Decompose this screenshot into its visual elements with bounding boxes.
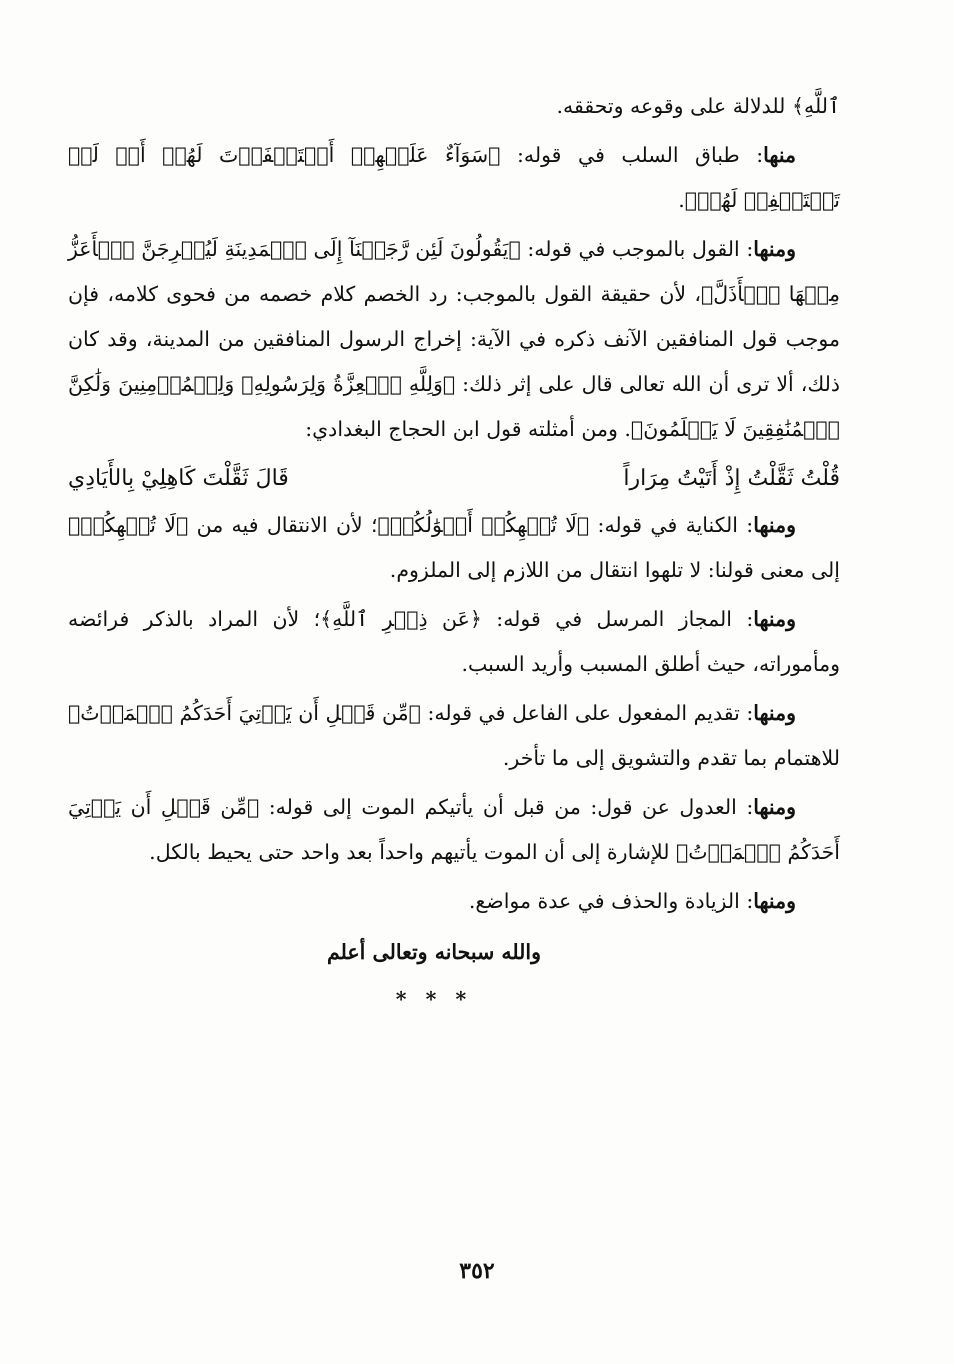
paragraph-lead: ومنها	[753, 607, 796, 631]
paragraph-lead: ومنها	[753, 889, 796, 913]
paragraph-lead: ومنها	[753, 513, 796, 537]
paragraph-text: : تقديم المفعول على الفاعل في قوله: ﴿مِّن قَبۡلِ أَن يَأۡتِيَ أَحَدَكُمُ ٱلۡمَوۡتُ﴾ للاهتمام بما تقدم والتشويق إلى ما تأخر.	[68, 701, 840, 770]
poetry-verse	[68, 456, 840, 501]
paragraph-7	[68, 785, 840, 875]
paragraph-text: : القول بالموجب في قوله: ﴿يَقُولُونَ لَئِن رَّجَعۡنَآ إِلَى ٱلۡمَدِينَةِ لَيُخۡرِجَنَّ ٱلۡأَعَزُّ مِنۡهَا ٱلۡأَذَلَّ﴾، لأن حقيقة القول بالموجب: رد الخصم كلام خصمه من فحوى كلامه، فإن موجب قول المنافقين الآنف ذكره في الآية: إخراج الرسول المنافقين من المدينة، وقد كان ذلك، ألا ترى أن الله تعالى قال على إثر ذلك: ﴿وَلِلَّهِ ٱلۡعِزَّةُ وَلِرَسُولِهِۦ وَلِلۡمُؤۡمِنِينَ وَلَٰكِنَّ ٱلۡمُنَٰفِقِينَ لَا يَعۡلَمُونَ﴾. ومن أمثلته قول ابن الحجاج البغدادي:	[68, 237, 840, 441]
paragraph-text: ٱللَّهِ﴾ للدلالة على وقوعه وتحققه.	[556, 94, 840, 118]
page-number: ٣٥٢	[459, 1258, 495, 1284]
paragraph-3	[68, 227, 840, 452]
paragraph-6	[68, 691, 840, 781]
paragraph-lead: ومنها	[753, 795, 796, 819]
paragraph-1	[68, 84, 840, 129]
paragraph-8	[68, 879, 840, 924]
verse-second-hemistich: قَالَ ثَقَّلْتَ كَاهِلِيْ بِالأَيَادِي	[68, 466, 289, 491]
paragraph-text: : الزيادة والحذف في عدة مواضع.	[468, 889, 754, 913]
paragraph-text: : طباق السلب في قوله: ﴿سَوَآءٌ عَلَيۡهِمۡ أَسۡتَغۡفَرۡتَ لَهُمۡ أَمۡ لَمۡ تَسۡتَغۡفِرۡ لَهُمۡ﴾.	[68, 143, 840, 212]
paragraph-text: : العدول عن قول: من قبل أن يأتيكم الموت إلى قوله: ﴿مِّن قَبۡلِ أَن يَأۡتِيَ أَحَدَكُمُ ٱلۡمَوۡتُ﴾ للإشارة إلى أن الموت يأتيهم واحداً بعد واحد حتى يحيط بالكل.	[68, 795, 840, 864]
closing-phrase: والله سبحانه وتعالى أعلم	[327, 940, 541, 964]
paragraph-4	[68, 503, 840, 593]
paragraph-lead: منها	[763, 143, 796, 167]
paragraph-5	[68, 597, 840, 687]
paragraph-text: : المجاز المرسل في قوله: ﴿عَن ذِكۡرِ ٱللَّهِ﴾؛ لأن المراد بالذكر فرائضه ومأموراته، حيث أطلق المسبب وأريد السبب.	[68, 607, 840, 676]
paragraph-2	[68, 133, 840, 223]
page-body	[68, 84, 840, 1022]
verse-first-hemistich: قُلْتُ ثَقَّلْتُ إِذْ أَتَيْتُ مِرَاراً	[623, 466, 840, 491]
paragraph-text: : الكناية في قوله: ﴿لَا تُلۡهِكُمۡ أَمۡوَٰلُكُمۡ﴾؛ لأن الانتقال فيه من ﴿لَا تُلۡهِكُمۡ﴾ إلى معنى قولنا: لا تلهوا انتقال من اللازم إلى الملزوم.	[68, 513, 840, 582]
paragraph-lead: ومنها	[753, 237, 796, 261]
paragraph-lead: ومنها	[753, 701, 796, 725]
section-separator: * * *	[395, 987, 473, 1011]
